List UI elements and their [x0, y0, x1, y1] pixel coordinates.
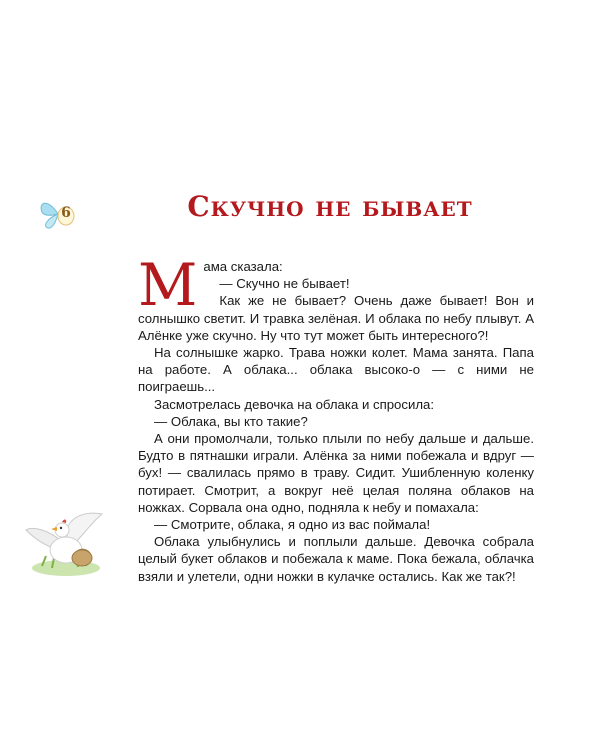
page-title: Скучно не бывает	[187, 190, 473, 223]
dropcap: М	[138, 251, 198, 319]
story-paragraph: Облака улыбнулись и поплыли дальше. Девочка собрала целый букет облаков и побежала к маме. Пока бежала, облачка взяли и улетели, одни ножки в кулачке остались. Как же так?!	[138, 534, 534, 584]
page-number: 6	[61, 205, 71, 221]
story-paragraph: — Скучно не бывает!	[219, 276, 350, 292]
story-paragraph: А они промолчали, только плыли по небу дальше и дальше. Будто в пятнашки играли. Алёнка за ними побежала и вдруг — бух! — свалилась прямо в траву. Сидит. Ушибленную коленку потирает. Смотрит, а вокруг неё целая поляна облаков на ножках. Сорвала она одно, подняла к небу и помахала:	[138, 431, 534, 515]
story-text	[138, 251, 534, 585]
page-number-badge	[36, 196, 80, 232]
story-paragraph: — Смотрите, облака, я одно из вас поймала!	[154, 517, 431, 533]
story-paragraph: На солнышке жарко. Трава ножки колет. Мама занята. Папа на работе. А облака... облака высоко-о — с ними не поиграешь...	[138, 345, 534, 395]
story-paragraph: Как же не бывает? Очень даже бывает! Вон и солнышко светит. И травка зелёная. И облака по небу плывут. А Алёнке уже скучно. Ну что тут может быть интересного?!	[138, 293, 534, 343]
story-paragraph: Мама сказала:	[138, 251, 283, 319]
bird-illustration	[22, 500, 112, 580]
story-paragraph: Засмотрелась девочка на облака и спросила:	[154, 396, 435, 412]
story-paragraph: — Облака, вы кто такие?	[154, 413, 308, 429]
